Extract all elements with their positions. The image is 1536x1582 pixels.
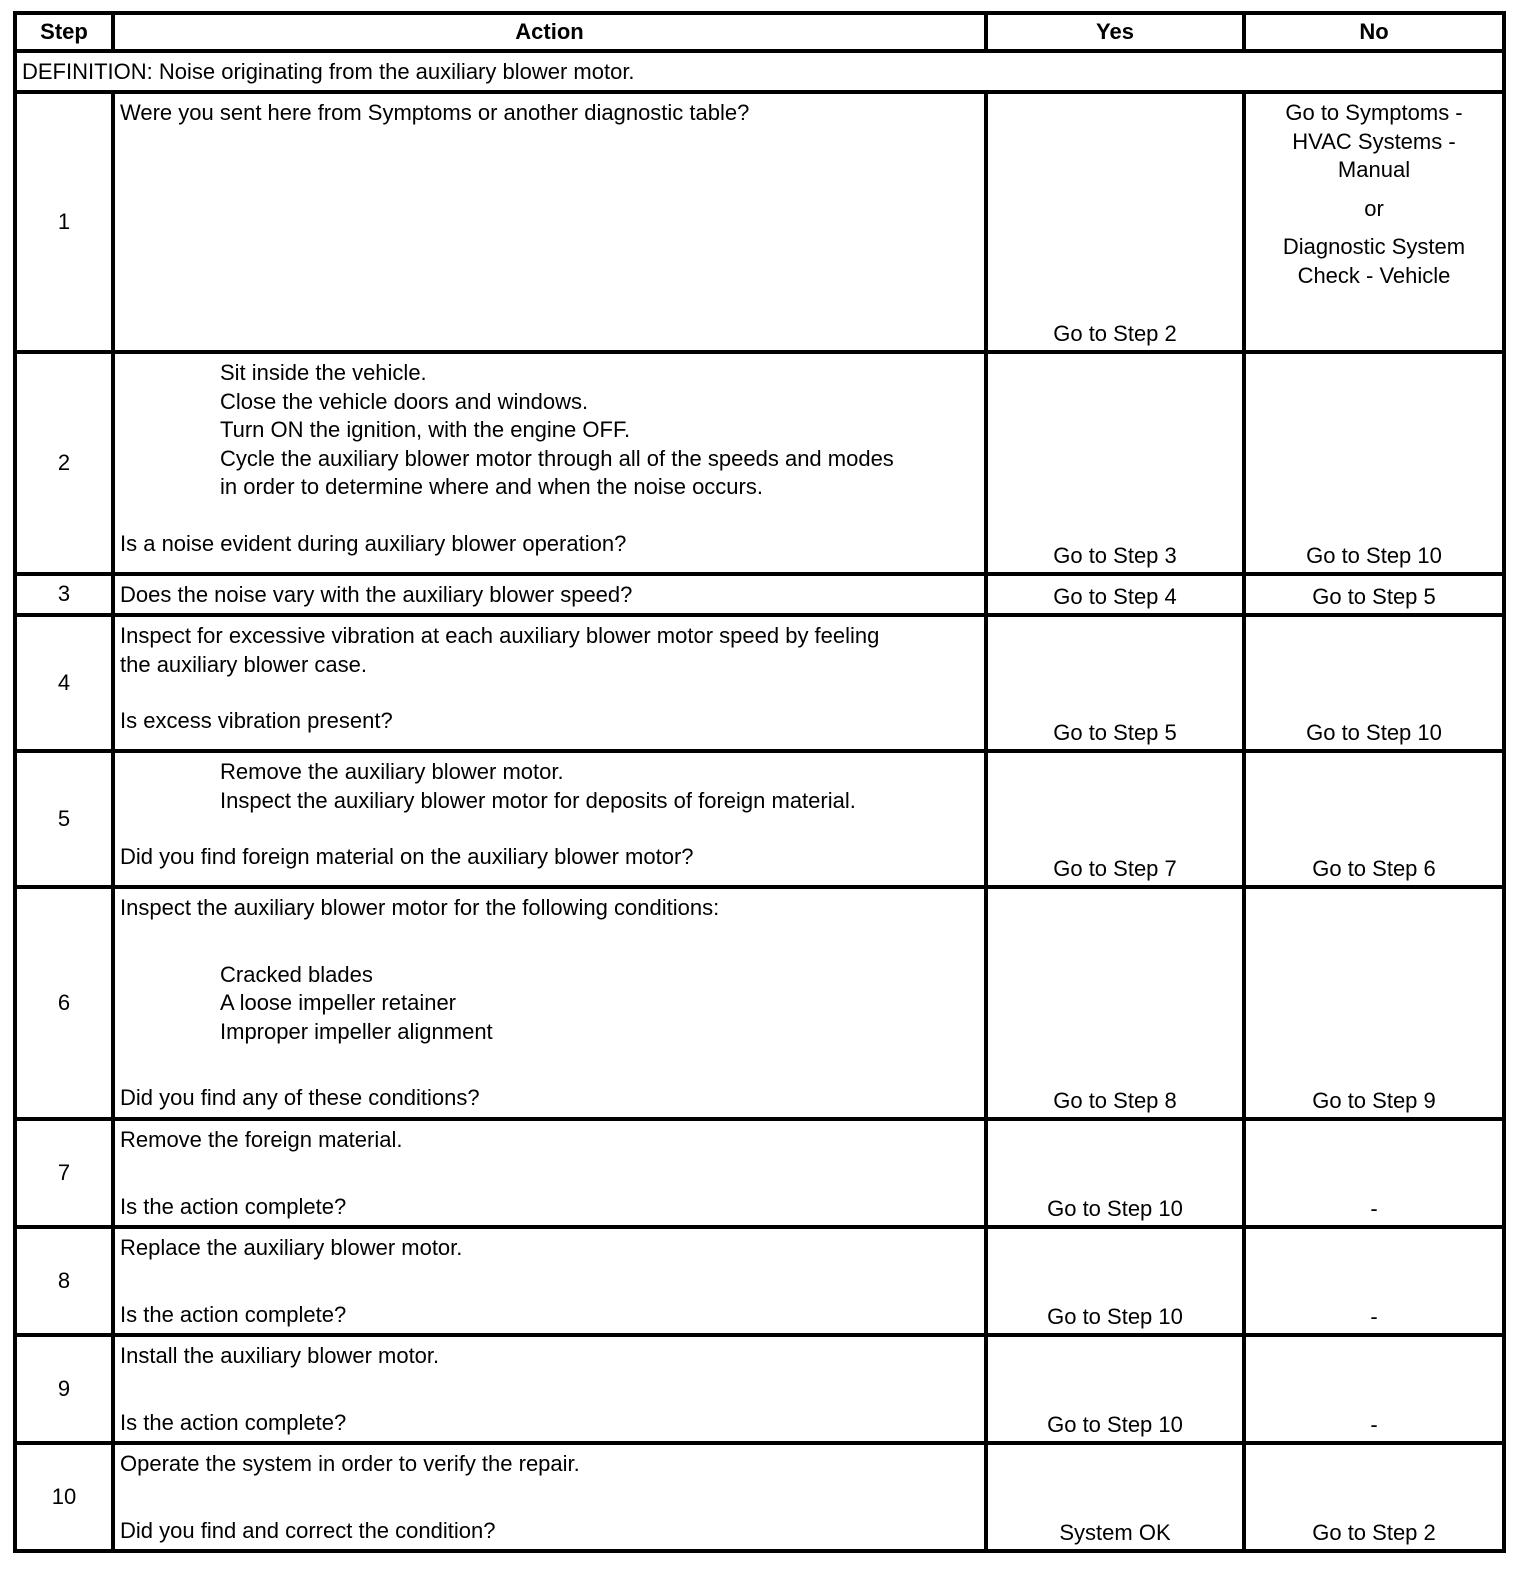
action-question: Is the action complete? xyxy=(120,1193,347,1219)
action-question: Did you find and correct the condition? xyxy=(120,1517,496,1543)
yes-cell: Go to Step 10 xyxy=(986,1335,1244,1443)
action-question: Is the action complete? xyxy=(120,1409,347,1435)
no-cell: Go to Step 5 xyxy=(1244,574,1504,615)
table-row xyxy=(15,1119,1504,1227)
diagnostic-table xyxy=(13,11,1506,1553)
header-yes: Yes xyxy=(986,13,1244,51)
yes-cell: Go to Step 8 xyxy=(986,887,1244,1119)
no-line: Diagnostic System xyxy=(1282,234,1466,259)
action-text: Inspect for excessive vibration at each auxiliary blower motor speed by feeling xyxy=(120,623,880,648)
no-line: Manual xyxy=(1337,157,1411,182)
header-step: Step xyxy=(15,13,113,51)
action-text: Operate the system in order to verify the repair. xyxy=(120,1451,580,1476)
yes-cell: Go to Step 4 xyxy=(986,574,1244,615)
step-number: 3 xyxy=(15,574,113,615)
table-row xyxy=(15,1443,1504,1551)
no-cell: Go to Step 6 xyxy=(1244,751,1504,887)
table-row xyxy=(15,1227,1504,1335)
action-text: Remove the foreign material. xyxy=(120,1127,403,1152)
step-number: 4 xyxy=(15,615,113,751)
step-number: 6 xyxy=(15,887,113,1119)
table-row xyxy=(15,92,1504,352)
table-row xyxy=(15,574,1504,615)
action-item: Sit inside the vehicle. xyxy=(220,360,427,385)
action-cell xyxy=(113,92,986,352)
no-line: HVAC Systems - xyxy=(1292,128,1456,154)
table-row xyxy=(15,615,1504,751)
table-row xyxy=(15,352,1504,574)
no-line: Check - Vehicle xyxy=(1297,262,1451,288)
no-cell: Go to Step 10 xyxy=(1244,352,1504,574)
no-cell: - xyxy=(1244,1227,1504,1335)
action-text: Inspect the auxiliary blower motor for the following conditions: xyxy=(120,895,720,920)
action-question: Does the noise vary with the auxiliary blower speed? xyxy=(120,582,633,607)
no-cell: Go to Step 2 xyxy=(1244,1443,1504,1551)
no-or: or xyxy=(1364,195,1384,221)
step-number: 5 xyxy=(15,751,113,887)
action-question: Did you find foreign material on the auxiliary blower motor? xyxy=(120,844,694,869)
action-item: Improper impeller alignment xyxy=(220,1018,493,1044)
yes-cell: Go to Step 7 xyxy=(986,751,1244,887)
action-cell xyxy=(113,1335,986,1443)
action-cell xyxy=(113,887,986,1119)
no-cell: Go to Step 9 xyxy=(1244,887,1504,1119)
definition-text: DEFINITION: Noise originating from the auxiliary blower motor. xyxy=(15,51,1504,92)
action-item: Turn ON the ignition, with the engine OFF. xyxy=(220,417,631,442)
step-number: 8 xyxy=(15,1227,113,1335)
no-cell: Go to Step 10 xyxy=(1244,615,1504,751)
action-item: in order to determine where and when the noise occurs. xyxy=(220,474,763,499)
yes-cell: Go to Step 10 xyxy=(986,1119,1244,1227)
yes-cell: Go to Step 2 xyxy=(986,92,1244,352)
action-text: Replace the auxiliary blower motor. xyxy=(120,1235,463,1260)
action-item: Cracked blades xyxy=(220,961,373,987)
action-cell xyxy=(113,1119,986,1227)
yes-cell: Go to Step 10 xyxy=(986,1227,1244,1335)
step-number: 9 xyxy=(15,1335,113,1443)
header-action: Action xyxy=(113,13,986,51)
header-row xyxy=(15,13,1504,51)
yes-cell: Go to Step 3 xyxy=(986,352,1244,574)
definition-row xyxy=(15,51,1504,92)
yes-cell: System OK xyxy=(986,1443,1244,1551)
no-cell: - xyxy=(1244,1119,1504,1227)
action-item: A loose impeller retainer xyxy=(220,990,457,1015)
yes-cell: Go to Step 5 xyxy=(986,615,1244,751)
action-question: Is a noise evident during auxiliary blower operation? xyxy=(120,530,627,556)
action-text: the auxiliary blower case. xyxy=(120,651,368,677)
no-line: Go to Symptoms - xyxy=(1285,100,1463,125)
step-number: 1 xyxy=(15,92,113,352)
action-cell xyxy=(113,1227,986,1335)
table-row xyxy=(15,1335,1504,1443)
action-item: Remove the auxiliary blower motor. xyxy=(220,759,564,784)
action-question: Is the action complete? xyxy=(120,1301,347,1327)
action-text: Install the auxiliary blower motor. xyxy=(120,1343,440,1368)
action-cell xyxy=(113,574,986,615)
action-question: Is excess vibration present? xyxy=(120,708,393,733)
action-cell xyxy=(113,352,986,574)
step-number: 7 xyxy=(15,1119,113,1227)
table-row xyxy=(15,751,1504,887)
action-cell xyxy=(113,1443,986,1551)
action-item: Cycle the auxiliary blower motor through all of the speeds and modes xyxy=(220,445,894,471)
no-cell xyxy=(1244,92,1504,352)
step-number: 10 xyxy=(15,1443,113,1551)
no-cell: - xyxy=(1244,1335,1504,1443)
step-number: 2 xyxy=(15,352,113,574)
action-text: Were you sent here from Symptoms or another diagnostic table? xyxy=(120,100,750,125)
table-row xyxy=(15,887,1504,1119)
action-cell xyxy=(113,615,986,751)
action-cell xyxy=(113,751,986,887)
action-item: Close the vehicle doors and windows. xyxy=(220,388,589,414)
action-item: Inspect the auxiliary blower motor for deposits of foreign material. xyxy=(220,787,856,813)
header-no: No xyxy=(1244,13,1504,51)
action-question: Did you find any of these conditions? xyxy=(120,1085,480,1110)
